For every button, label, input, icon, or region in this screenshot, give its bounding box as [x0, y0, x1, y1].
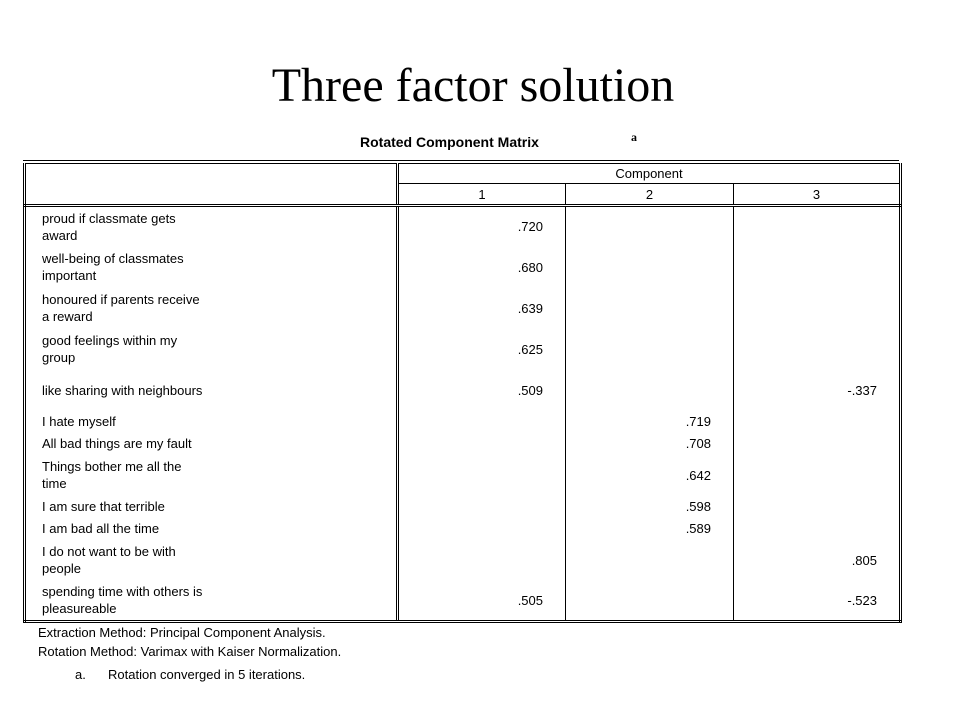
loading-component-3 — [734, 288, 901, 329]
loading-component-3 — [734, 206, 901, 247]
row-label: proud if classmate gets award — [25, 206, 398, 247]
matrix-header — [25, 164, 901, 206]
table-caption: Rotated Component Matrix — [360, 134, 539, 150]
column-header-1: 1 — [398, 184, 566, 206]
loading-component-1: .680 — [398, 247, 566, 288]
table-row — [25, 329, 901, 370]
table-top-rule — [23, 160, 899, 161]
row-label: spending time with others is pleasureable — [25, 581, 398, 622]
loading-component-3 — [734, 433, 901, 455]
loading-component-1 — [398, 455, 566, 496]
header-corner-lower — [25, 184, 398, 206]
loading-component-3 — [734, 247, 901, 288]
loading-component-3 — [734, 518, 901, 540]
table-row — [25, 496, 901, 518]
slide-title: Three factor solution — [271, 59, 675, 112]
matrix-table — [23, 163, 902, 623]
loading-component-2 — [566, 247, 734, 288]
loading-component-1 — [398, 433, 566, 455]
loading-component-1: .720 — [398, 206, 566, 247]
loading-component-2 — [566, 206, 734, 247]
loading-component-3: -.337 — [734, 370, 901, 411]
loading-component-3 — [734, 329, 901, 370]
footnote-text: Rotation converged in 5 iterations. — [108, 667, 306, 682]
table-row — [25, 288, 901, 329]
table-row — [25, 206, 901, 247]
table-row — [25, 411, 901, 433]
table-row — [25, 370, 901, 411]
component-group-header: Component — [398, 164, 901, 184]
table-row — [25, 581, 901, 622]
loading-component-1: .625 — [398, 329, 566, 370]
loading-component-1 — [398, 411, 566, 433]
loading-component-3 — [734, 455, 901, 496]
row-label: I do not want to be with people — [25, 540, 398, 581]
loading-component-1 — [398, 540, 566, 581]
table-row — [25, 540, 901, 581]
loading-component-2 — [566, 540, 734, 581]
loading-component-3: -.523 — [734, 581, 901, 622]
row-label: I am bad all the time — [25, 518, 398, 540]
loading-component-2 — [566, 329, 734, 370]
table-row — [25, 247, 901, 288]
loading-component-2 — [566, 370, 734, 411]
loading-component-2 — [566, 288, 734, 329]
table-row — [25, 455, 901, 496]
loading-component-2: .589 — [566, 518, 734, 540]
loading-component-3: .805 — [734, 540, 901, 581]
loading-component-1: .509 — [398, 370, 566, 411]
loading-component-2 — [566, 581, 734, 622]
row-label: Things bother me all the time — [25, 455, 398, 496]
loading-component-3 — [734, 411, 901, 433]
loading-component-1: .639 — [398, 288, 566, 329]
row-label: I am sure that terrible — [25, 496, 398, 518]
loading-component-1 — [398, 496, 566, 518]
loading-component-2: .719 — [566, 411, 734, 433]
row-label: I hate myself — [25, 411, 398, 433]
rotated-component-matrix — [23, 163, 899, 623]
header-corner — [25, 164, 398, 184]
caption-footnote-marker: a — [631, 130, 637, 144]
row-label: like sharing with neighbours — [25, 370, 398, 411]
loading-component-2: .642 — [566, 455, 734, 496]
extraction-method-note: Extraction Method: Principal Component Analysis. — [38, 625, 326, 640]
loading-component-3 — [734, 496, 901, 518]
column-header-2: 2 — [566, 184, 734, 206]
loading-component-2: .708 — [566, 433, 734, 455]
loading-component-1: .505 — [398, 581, 566, 622]
column-header-3: 3 — [734, 184, 901, 206]
row-label: good feelings within my group — [25, 329, 398, 370]
table-row — [25, 433, 901, 455]
row-label: honoured if parents receive a reward — [25, 288, 398, 329]
matrix-body — [25, 206, 901, 622]
table-row — [25, 518, 901, 540]
row-label: All bad things are my fault — [25, 433, 398, 455]
row-label: well-being of classmates important — [25, 247, 398, 288]
loading-component-2: .598 — [566, 496, 734, 518]
footnote-marker: a. — [75, 667, 86, 682]
rotation-method-note: Rotation Method: Varimax with Kaiser Normalization. — [38, 644, 342, 659]
loading-component-1 — [398, 518, 566, 540]
